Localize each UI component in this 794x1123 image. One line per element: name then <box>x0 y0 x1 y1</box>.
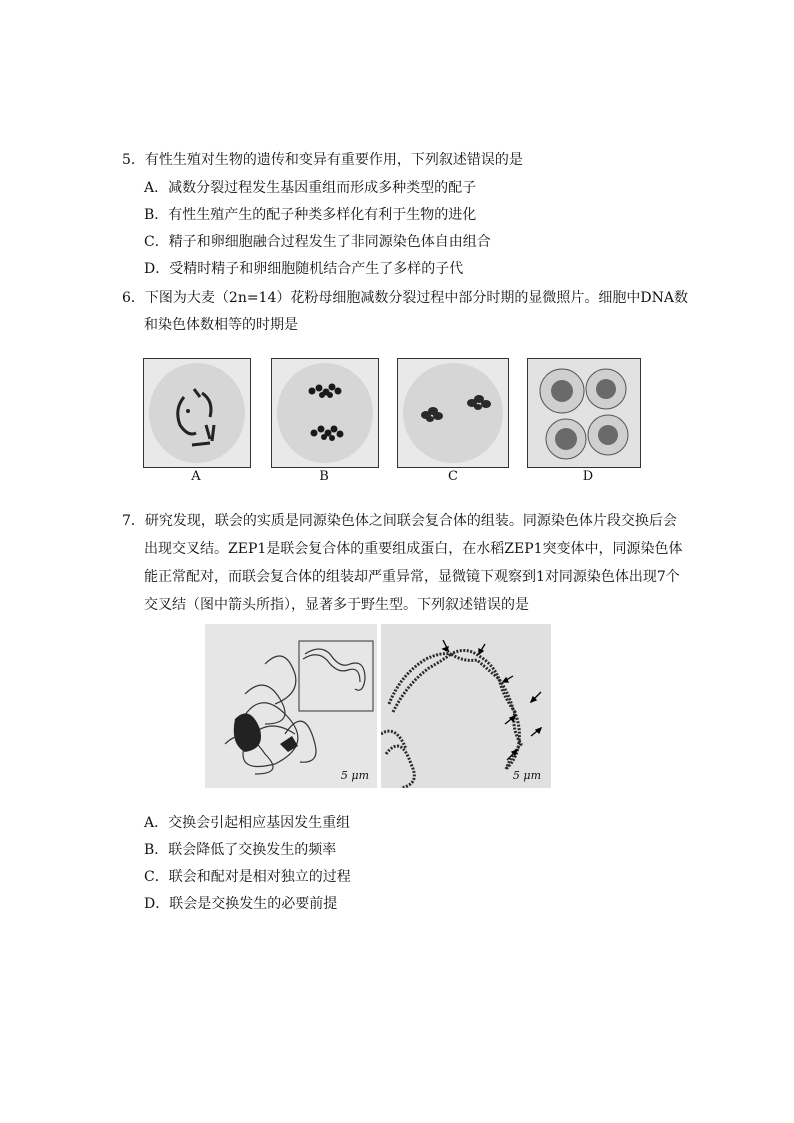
micrograph-panel-c <box>397 358 509 468</box>
micrograph-zoom <box>381 624 551 788</box>
q7-stem-line4: 交叉结（图中箭头所指），显著多于野生型。下列叙述错误的是 <box>144 597 529 613</box>
micrograph-overview <box>205 624 377 788</box>
q7-stem-line1: 7．研究发现，联会的实质是同源染色体之间联会复合体的组装。同源染色体片段交换后会 <box>122 513 677 529</box>
q5-option-c: C．精子和卵细胞融合过程发生了非同源染色体自由组合 <box>144 234 491 250</box>
panel-label-b: B <box>319 469 329 484</box>
scale-bar-right: 5 μm <box>512 769 541 782</box>
panel-label-c: C <box>448 469 458 484</box>
q7-option-d: D．联会是交换发生的必要前提 <box>144 896 338 912</box>
q5-option-b: B．有性生殖产生的配子种类多样化有利于生物的进化 <box>144 207 477 223</box>
q7-option-c: C．联会和配对是相对独立的过程 <box>144 869 351 885</box>
micrograph-panel-d <box>527 358 641 468</box>
q7-option-a: A．交换会引起相应基因发生重组 <box>144 815 351 831</box>
micrograph-panel-a <box>143 358 251 468</box>
q6-stem-line2: 和染色体数相等的时期是 <box>144 317 298 333</box>
q7-stem-line3: 能正常配对，而联会复合体的组装却严重异常，显微镜下观察到1对同源染色体出现7个 <box>144 569 680 585</box>
panel-label-d: D <box>582 469 594 484</box>
q7-option-b: B．联会降低了交换发生的频率 <box>144 842 337 858</box>
q5-option-d: D．受精时精子和卵细胞随机结合产生了多样的子代 <box>144 261 464 277</box>
scale-bar-left: 5 μm <box>340 769 369 782</box>
q5-option-a: A．减数分裂过程发生基因重组而形成多种类型的配子 <box>144 180 477 196</box>
panel-label-a: A <box>191 469 201 484</box>
q6-stem-line1: 6．下图为大麦（2n=14）花粉母细胞减数分裂过程中部分时期的显微照片。细胞中DNA数 <box>122 290 688 306</box>
q5-stem: 5．有性生殖对生物的遗传和变异有重要作用，下列叙述错误的是 <box>122 152 523 168</box>
micrograph-panel-b <box>271 358 379 468</box>
q7-stem-line2: 出现交叉结。ZEP1是联会复合体的重要组成蛋白，在水稻ZEP1突变体中，同源染色体 <box>144 541 683 557</box>
